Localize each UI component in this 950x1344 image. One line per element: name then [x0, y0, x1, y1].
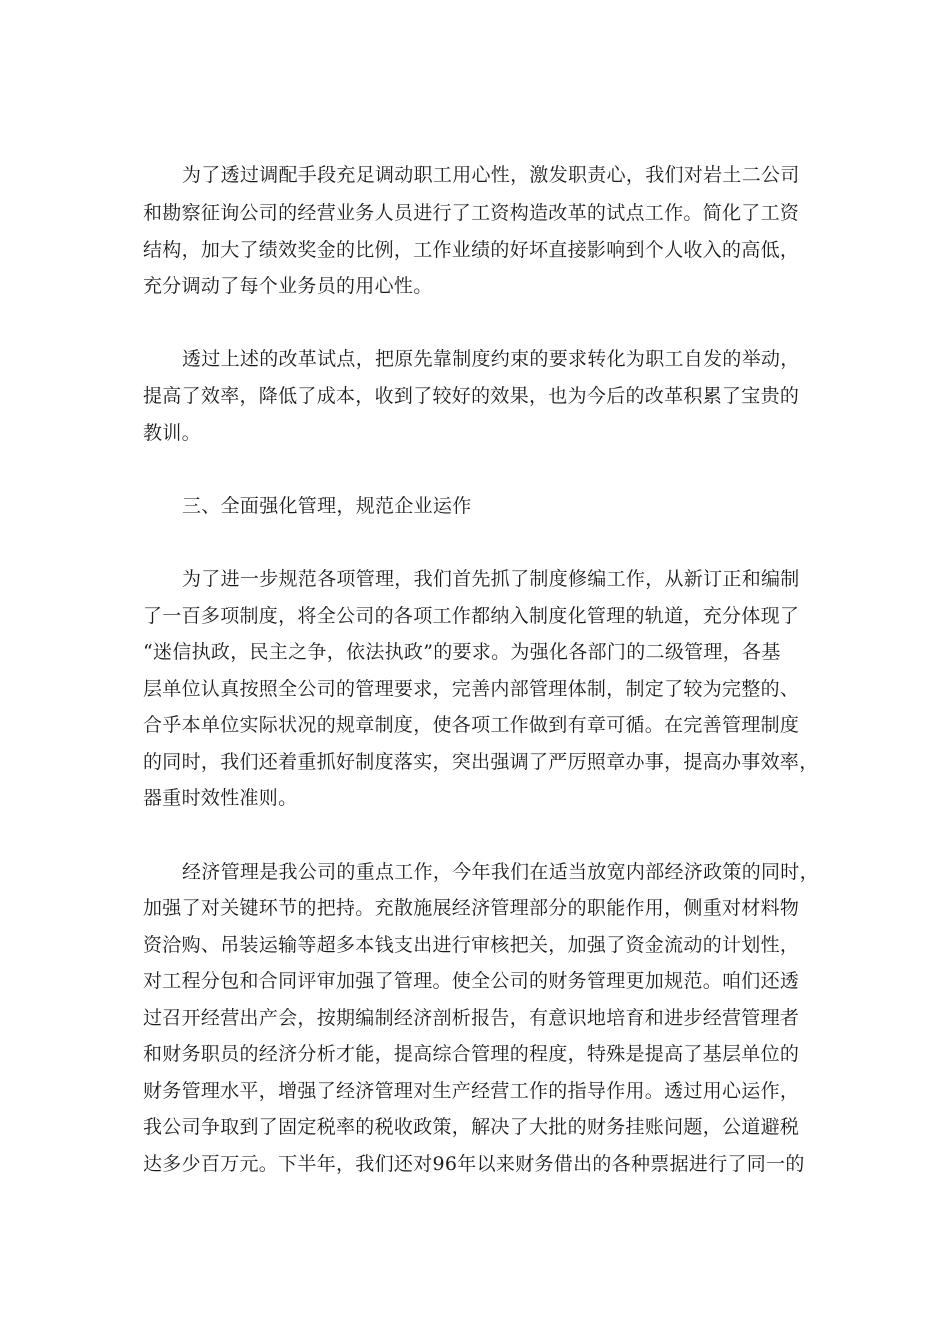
- paragraph-1-line-3: 结构，加大了绩效奖金的比例，工作业绩的好坏直接影响到个人收入的高低，: [143, 239, 800, 261]
- paragraph-2-line-2: 提高了效率，降低了成本，收到了较好的效果，也为今后的改革积累了宝贵的: [143, 385, 800, 407]
- paragraph-4-line-8: 我公司争取到了固定税率的税收政策，解决了大批的财务挂账问题，公道避税: [143, 1116, 800, 1138]
- paragraph-4-line-1: 经济管理是我公司的重点工作，今年我们在适当放宽内部经济政策的同时，: [182, 861, 819, 883]
- paragraph-2-line-3: 教训。: [143, 422, 201, 444]
- paragraph-1-line-2: 和勘察征询公司的经营业务人员进行了工资构造改革的试点工作。简化了工资: [143, 202, 800, 224]
- paragraph-4-line-4: 对工程分包和合同评审加强了管理。使全公司的财务管理更加规范。咱们还透: [143, 970, 800, 992]
- paragraph-4-line-2: 加强了对关键环节的把持。充散施展经济管理部分的职能作用，侧重对材料物: [143, 897, 800, 919]
- paragraph-3-line-6: 的同时，我们还着重抓好制度落实，突出强调了严厉照章办事，提高办事效率，: [143, 751, 819, 773]
- paragraph-4-line-7: 财务管理水平，增强了经济管理对生产经营工作的指导作用。透过用心运作，: [143, 1080, 800, 1102]
- paragraph-3-line-4: 层单位认真按照全公司的管理要求，完善内部管理体制，制定了较为完整的、: [143, 678, 800, 700]
- paragraph-4-line-5: 过召开经营出产会，按期编制经济剖析报告，有意识地培育和进步经营管理者: [143, 1007, 800, 1029]
- paragraph-4-line-3: 资洽购、吊装运输等超多本钱支出进行审核把关，加强了资金流动的计划性，: [143, 934, 800, 956]
- paragraph-4-line-9: 达多少百万元。下半年，我们还对96年以来财务借出的各种票据进行了同一的: [143, 1153, 805, 1175]
- paragraph-4-line-6: 和财务职员的经济分析才能，提高综合管理的程度，特殊是提高了基层单位的: [143, 1043, 800, 1065]
- paragraph-3-line-2: 了一百多项制度，将全公司的各项工作都纳入制度化管理的轨道，充分体现了: [143, 605, 800, 627]
- paragraph-3-line-3: “迷信执政，民主之争，依法执政”的要求。为强化各部门的二级管理，各基: [143, 641, 781, 663]
- section-heading: 三、全面强化管理，规范企业运作: [182, 495, 472, 517]
- paragraph-1-line-1: 为了透过调配手段充足调动职工用心性，激发职责心，我们对岩土二公司: [182, 164, 800, 186]
- paragraph-1-line-4: 充分调动了每个业务员的用心性。: [143, 275, 433, 297]
- paragraph-3-line-5: 合乎本单位实际状况的规章制度，使各项工作做到有章可循。在完善管理制度: [143, 714, 800, 736]
- paragraph-3-line-1: 为了进一步规范各项管理，我们首先抓了制度修编工作，从新订正和编制: [182, 568, 800, 590]
- paragraph-3-line-7: 器重时效性准则。: [143, 787, 298, 809]
- paragraph-2-line-1: 透过上述的改革试点，把原先靠制度约束的要求转化为职工自发的举动，: [182, 348, 800, 370]
